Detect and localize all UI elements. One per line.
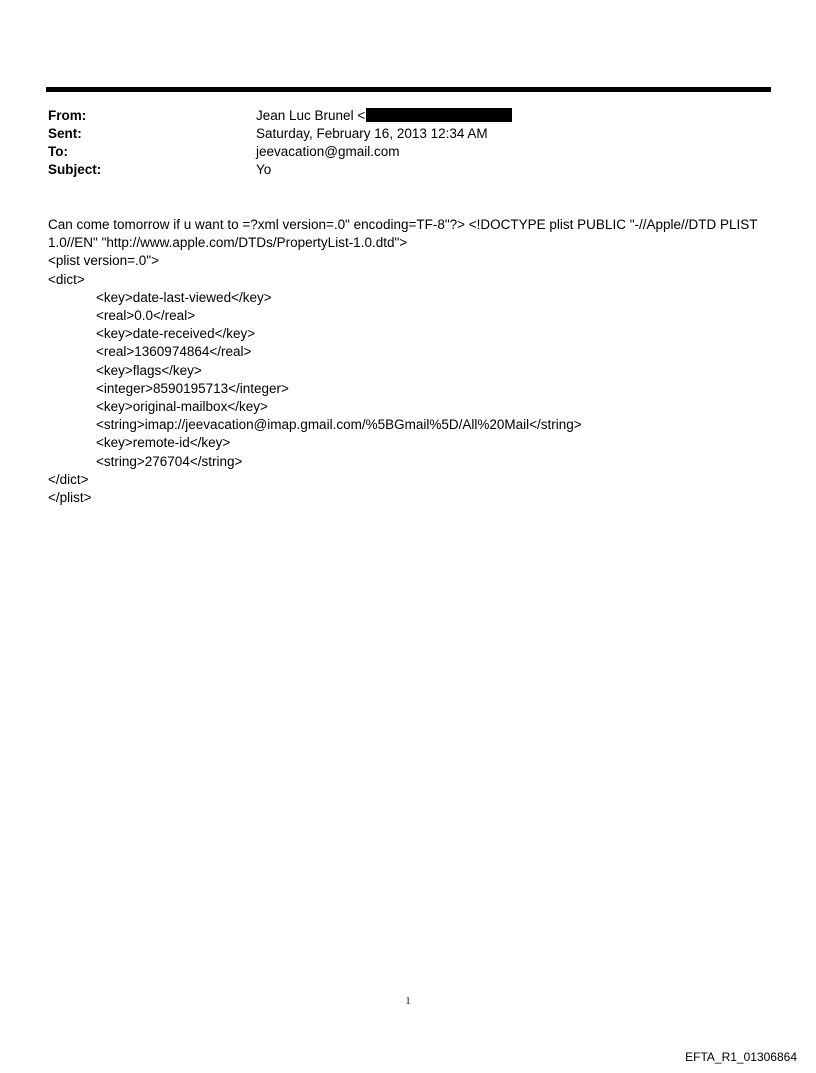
body-line: <real>1360974864</real> [96, 344, 252, 360]
sent-value: Saturday, February 16, 2013 12:34 AM [256, 126, 488, 141]
body-line: 1.0//EN" "http://www.apple.com/DTDs/PropertyList-1.0.dtd"> [48, 235, 408, 251]
from-value [256, 107, 512, 125]
to-label: To: [48, 144, 68, 159]
subject-value: Yo [256, 162, 272, 177]
body-line: <dict> [48, 271, 85, 287]
subject-row [48, 161, 768, 179]
redaction-block [366, 108, 512, 122]
body-line: Can come tomorrow if u want to =?xml version=.0" encoding=TF-8"?> <!DOCTYPE plist PUBLIC "-//Apple//DTD PLIST [48, 217, 758, 232]
body-line: </dict> [48, 471, 89, 487]
to-row [48, 143, 768, 161]
sent-label: Sent: [48, 126, 82, 141]
from-sender: Jean Luc Brunel < [256, 108, 366, 123]
email-body [48, 216, 770, 507]
body-line: <plist version=.0"> [48, 253, 159, 269]
sent-row [48, 125, 768, 143]
body-line: <key>date-last-viewed</key> [96, 289, 272, 305]
body-line: <key>remote-id</key> [96, 435, 231, 451]
body-line: <key>date-received</key> [96, 326, 256, 342]
body-line: <integer>8590195713</integer> [96, 380, 289, 396]
header-divider [46, 87, 771, 92]
page-number: 1 [405, 996, 411, 1007]
body-line: </plist> [48, 490, 92, 506]
body-line: <key>original-mailbox</key> [96, 399, 268, 415]
from-row [48, 107, 768, 125]
body-line: <real>0.0</real> [96, 308, 196, 324]
from-label: From: [48, 108, 87, 123]
body-line: <key>flags</key> [96, 362, 202, 378]
body-line: <string>276704</string> [96, 453, 243, 469]
body-line: <string>imap://jeevacation@imap.gmail.com/%5BGmail%5D/All%20Mail</string> [96, 417, 582, 433]
email-headers [48, 107, 768, 179]
document-id: EFTA_R1_01306864 [685, 1050, 797, 1064]
subject-label: Subject: [48, 162, 102, 177]
to-value: jeevacation@gmail.com [256, 144, 400, 159]
